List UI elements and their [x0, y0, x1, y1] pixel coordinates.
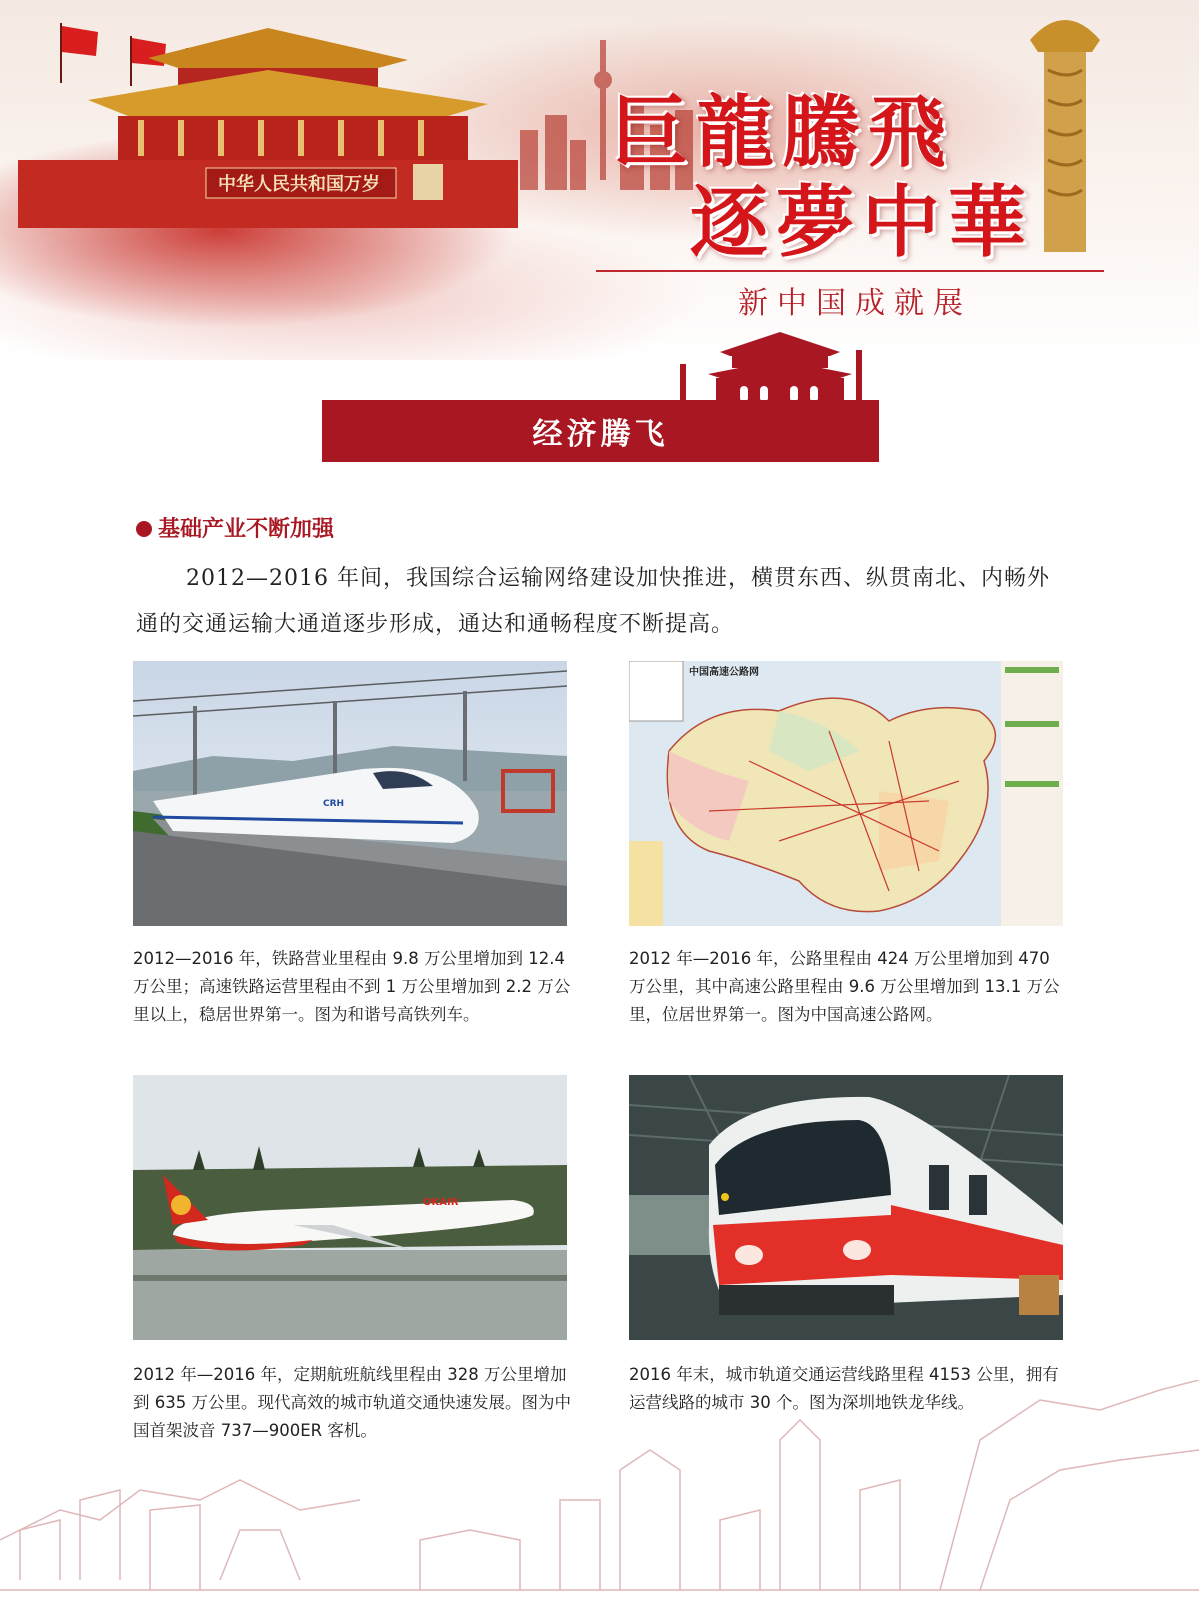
map-title: 中国高速公路网	[689, 667, 759, 678]
section-band	[322, 400, 879, 462]
article-heading	[136, 512, 334, 543]
photo-metro-train	[629, 1075, 1063, 1340]
tiananmen-gate-illustration	[18, 8, 518, 228]
caption-airplane: 2012 年—2016 年，定期航班航线里程由 328 万公里增加到 635 万公里。现代高效的城市轨道交通快速发展。图为中国首架波音 737—900ER 客机。	[133, 1365, 571, 1440]
caption-highway-map: 2012 年—2016 年，公路里程由 424 万公里增加到 470 万公里，其中高速公路里程由 9.6 万公里增加到 13.1 万公里，位居世界第一。图为中国高速公路网。	[629, 949, 1060, 1024]
header-banner	[0, 0, 1199, 360]
gate-banner-text: 中华人民共和国万岁	[218, 174, 380, 195]
article-paragraph: 2012—2016 年间，我国综合运输网络建设加快推进，横贯东西、纵贯南北、内畅外通的交通运输大通道逐步形成，通达和通畅程度不断提高。	[136, 566, 1050, 637]
exhibition-subtitle: 新中国成就展	[738, 286, 972, 321]
caption-high-speed-train: 2012—2016 年，铁路营业里程由 9.8 万公里增加到 12.4 万公里；高速铁路运营里程由不到 1 万公里增加到 2.2 万公里以上，稳居世界第一。图为和谐号高铁列车。	[133, 949, 571, 1024]
photo-airplane	[133, 1075, 567, 1340]
main-title-line1: 巨龍騰飛	[610, 87, 955, 178]
photo-high-speed-train	[133, 661, 567, 926]
crh-badge: CRH	[323, 799, 345, 809]
bullet-dot-icon	[136, 521, 152, 537]
main-title-line2: 逐夢中華	[690, 177, 1035, 268]
title-divider	[596, 270, 1104, 272]
gate-tower-icon	[680, 330, 880, 402]
caption-metro-train: 2016 年末，城市轨道交通运营线路里程 4153 公里，拥有运营线路的城市 30 个。图为深圳地铁龙华线。	[629, 1365, 1059, 1412]
article-heading-text: 基础产业不断加强	[158, 516, 335, 542]
decorative-footer-illustration	[0, 1380, 1199, 1600]
photo-highway-map	[629, 661, 1063, 926]
section-title: 经济腾飞	[532, 417, 669, 452]
airline-name: OKAIR	[423, 1197, 459, 1208]
